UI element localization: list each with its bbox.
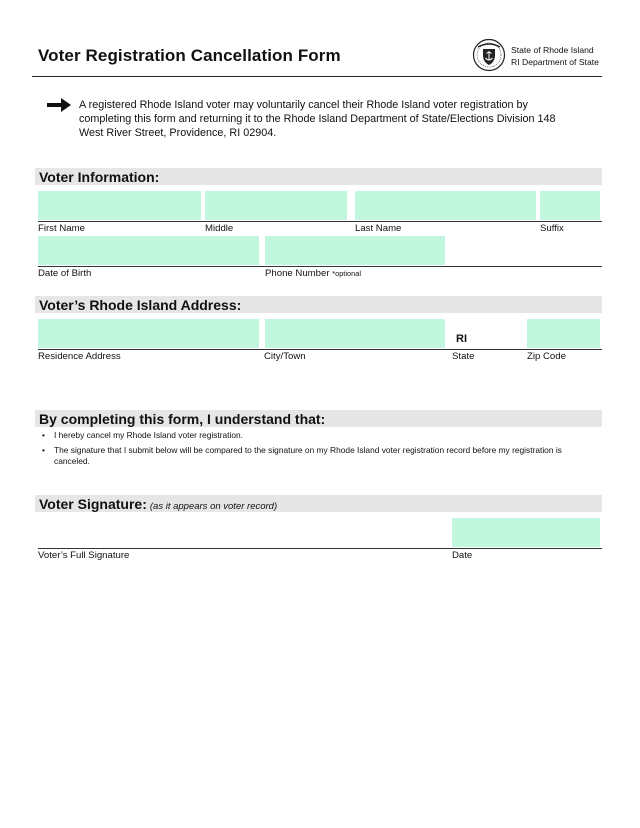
phone-optional-note: *optional <box>332 269 361 278</box>
signature-heading-note: (as it appears on voter record) <box>149 501 278 512</box>
phone-number-field[interactable] <box>265 236 445 265</box>
city-town-field[interactable] <box>265 319 445 348</box>
section-signature <box>35 495 602 512</box>
section-heading: Voter Information: <box>39 169 160 185</box>
agency-name <box>511 44 599 68</box>
agency-line-department: RI Department of State <box>511 57 599 67</box>
date-of-birth-label: Date of Birth <box>38 268 92 279</box>
state-label: State <box>452 351 475 362</box>
residence-address-field[interactable] <box>38 319 259 348</box>
signature-underline <box>38 548 602 549</box>
zip-code-field[interactable] <box>527 319 600 348</box>
middle-name-label: Middle <box>205 223 234 234</box>
section-heading <box>39 496 277 512</box>
agency-line-state: State of Rhode Island <box>511 45 594 55</box>
signature-date-field[interactable] <box>452 518 600 547</box>
phone-number-label <box>265 268 361 279</box>
last-name-field[interactable] <box>355 191 536 220</box>
section-heading: Voter’s Rhode Island Address: <box>39 297 242 313</box>
name-underline <box>38 221 602 222</box>
arrow-right-icon <box>46 96 72 114</box>
list-item: • The signature that I submit below will be compared to the signature on my Rhode Island voter registration record before my registration is canceled. <box>40 445 580 467</box>
suffix-label: Suffix <box>540 223 564 234</box>
signature-label: Voter’s Full Signature <box>38 550 130 561</box>
header-divider <box>32 76 602 77</box>
last-name-label: Last Name <box>355 223 402 234</box>
first-name-label: First Name <box>38 223 85 234</box>
first-name-field[interactable] <box>38 191 201 220</box>
dob-underline <box>38 266 602 267</box>
middle-name-field[interactable] <box>205 191 347 220</box>
suffix-field[interactable] <box>540 191 600 220</box>
intro-text: A registered Rhode Island voter may voluntarily cancel their Rhode Island voter registration by completing this form and returning it to the Rhode Island Department of State/Elections Division 148 West River Street, Providence, RI 02904. <box>79 99 556 140</box>
address-underline <box>38 349 602 350</box>
section-address <box>35 296 602 313</box>
section-voter-information <box>35 168 602 185</box>
list-item: • I hereby cancel my Rhode Island voter registration. <box>40 430 580 441</box>
signature-field[interactable] <box>38 518 446 547</box>
zip-code-label: Zip Code <box>527 351 566 362</box>
residence-address-label: Residence Address <box>38 351 121 362</box>
signature-date-label: Date <box>452 550 473 561</box>
page-title: Voter Registration Cancellation Form <box>38 46 341 65</box>
state-value: RI <box>456 333 467 345</box>
city-town-label: City/Town <box>264 351 306 362</box>
signature-heading-text: Voter Signature: <box>39 496 147 512</box>
phone-number-label-text: Phone Number <box>265 268 330 279</box>
section-understanding <box>35 410 602 427</box>
date-of-birth-field[interactable] <box>38 236 259 265</box>
section-heading: By completing this form, I understand that: <box>39 411 326 427</box>
understanding-list <box>40 430 580 471</box>
ri-state-seal-icon <box>472 38 506 72</box>
